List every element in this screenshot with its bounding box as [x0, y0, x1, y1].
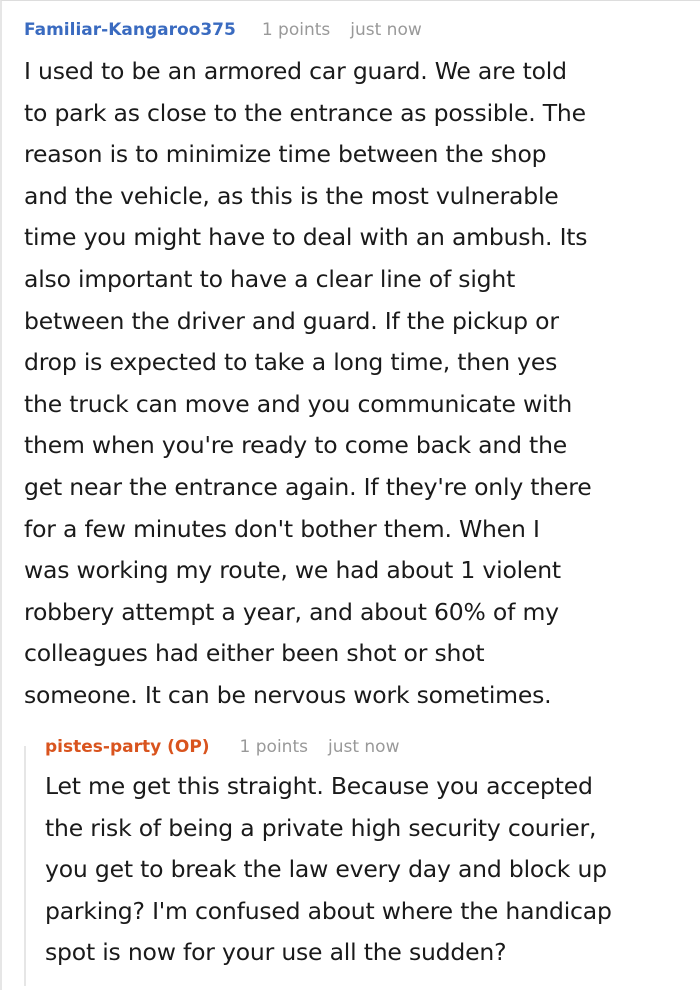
- reply-time: just now: [327, 737, 400, 757]
- comment-text-line: reason is to minimize time between the shop: [24, 140, 547, 169]
- comment-meta: [24, 20, 422, 40]
- reply-meta: [45, 737, 400, 757]
- comment-text-line: them when you're ready to come back and the: [24, 431, 568, 460]
- comment-text-line: and the vehicle, as this is the most vulnerable: [24, 181, 559, 210]
- comment-points: 1 points: [261, 20, 331, 40]
- reply-text-line: parking? I'm confused about where the handicap: [45, 896, 612, 925]
- comment-text-line: time you might have to deal with an ambush. Its: [24, 223, 588, 252]
- comment-text-line: was working my route, we had about 1 violent: [24, 556, 561, 585]
- comment-text-line: get near the entrance again. If they're only there: [24, 472, 592, 501]
- comment-text-line: robbery attempt a year, and about 60% of my: [24, 597, 559, 626]
- comment-text-line: colleagues had either been shot or shot: [24, 639, 485, 668]
- comment-text-line: also important to have a clear line of sight: [24, 264, 516, 293]
- comment-text-line: I used to be an armored car guard. We are told: [24, 57, 567, 85]
- comment-author-link[interactable]: Familiar-Kangaroo375: [24, 20, 236, 40]
- comment-text-line: the truck can move and you communicate with: [24, 389, 573, 418]
- comment-body: [24, 51, 591, 717]
- reply-points: 1 points: [239, 737, 308, 757]
- comment-text-line: someone. It can be nervous work sometimes.: [24, 680, 552, 709]
- comment-text-line: drop is expected to take a long time, then yes: [24, 348, 558, 377]
- reply-author-link[interactable]: pistes-party (OP): [45, 737, 210, 757]
- reply-thread-line[interactable]: [24, 746, 26, 986]
- reply-text-line: spot is now for your use all the sudden?: [45, 938, 507, 967]
- comment-text-line: to park as close to the entrance as possible. The: [24, 98, 586, 127]
- comment-text-line: between the driver and guard. If the pickup or: [24, 306, 559, 335]
- comment-time: just now: [350, 20, 422, 40]
- comment-text-line: for a few minutes don't bother them. When I: [24, 514, 540, 543]
- reply-text-line: Let me get this straight. Because you accepted: [45, 772, 593, 800]
- reply-text-line: the risk of being a private high security courier,: [45, 813, 597, 842]
- reply-text-line: you get to break the law every day and block up: [45, 855, 607, 884]
- reply-body: [45, 766, 612, 974]
